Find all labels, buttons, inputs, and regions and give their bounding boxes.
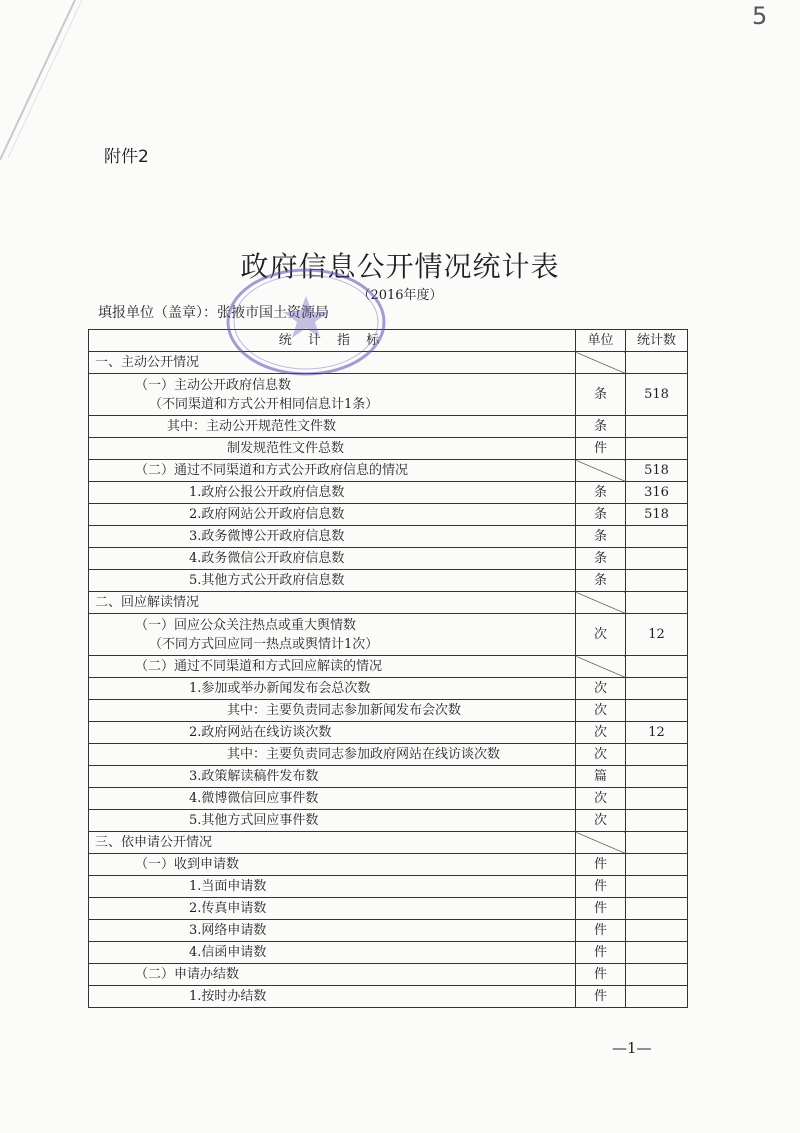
row-indicator: 1.政府公报公开政府信息数 <box>89 482 576 504</box>
row-indicator-line2: （不同方式回应同一热点或舆情计1次） <box>149 636 379 652</box>
table-row <box>89 898 688 920</box>
paper-fold-mark <box>0 0 120 200</box>
row-indicator: （二）通过不同渠道和方式回应解读的情况 <box>89 656 576 678</box>
table-row <box>89 374 688 416</box>
row-unit: 篇 <box>576 766 626 788</box>
row-unit: 件 <box>576 876 626 898</box>
row-indicator: 一、主动公开情况 <box>89 352 576 374</box>
table-row <box>89 876 688 898</box>
row-indicator: （一）收到申请数 <box>89 854 576 876</box>
row-count <box>626 416 688 438</box>
row-count <box>626 854 688 876</box>
row-count: 518 <box>626 460 688 482</box>
row-unit: 条 <box>576 504 626 526</box>
row-count <box>626 920 688 942</box>
row-unit: 次 <box>576 788 626 810</box>
table-row <box>89 964 688 986</box>
header-unit: 单位 <box>576 330 626 352</box>
table-row <box>89 700 688 722</box>
row-unit: 次 <box>576 810 626 832</box>
row-unit: 条 <box>576 482 626 504</box>
row-indicator: 2.政府网站在线访谈次数 <box>89 722 576 744</box>
table-row <box>89 986 688 1008</box>
table-row <box>89 592 688 614</box>
table-row <box>89 352 688 374</box>
row-unit: 件 <box>576 920 626 942</box>
row-indicator: 3.政策解读稿件发布数 <box>89 766 576 788</box>
row-indicator: 3.政务微博公开政府信息数 <box>89 526 576 548</box>
row-unit: 次 <box>576 614 626 656</box>
row-indicator: 5.其他方式回应事件数 <box>89 810 576 832</box>
row-count <box>626 656 688 678</box>
reporting-unit-label: 填报单位（盖章）： <box>98 305 217 321</box>
row-unit: 次 <box>576 722 626 744</box>
table-row <box>89 438 688 460</box>
row-count <box>626 788 688 810</box>
table-row <box>89 416 688 438</box>
row-indicator-line1: （一）主动公开政府信息数 <box>135 377 292 393</box>
row-unit: 件 <box>576 854 626 876</box>
row-unit: 次 <box>576 744 626 766</box>
row-unit <box>576 460 626 482</box>
row-indicator-line1: （一）回应公众关注热点或重大舆情数 <box>135 617 357 633</box>
row-count <box>626 592 688 614</box>
row-count <box>626 352 688 374</box>
row-count <box>626 898 688 920</box>
table-row <box>89 656 688 678</box>
row-unit <box>576 832 626 854</box>
row-indicator: 1.参加或举办新闻发布会总次数 <box>89 678 576 700</box>
table-row <box>89 854 688 876</box>
row-count <box>626 526 688 548</box>
row-count <box>626 700 688 722</box>
row-count: 518 <box>626 504 688 526</box>
table-row <box>89 548 688 570</box>
table-row <box>89 722 688 744</box>
row-count: 12 <box>626 722 688 744</box>
statistics-table-container <box>88 329 687 1008</box>
row-indicator: 1.按时办结数 <box>89 986 576 1008</box>
statistics-table <box>88 329 688 1008</box>
row-indicator-line2: （不同渠道和方式公开相同信息计1条） <box>149 396 379 412</box>
row-indicator: 2.传真申请数 <box>89 898 576 920</box>
reporting-unit <box>98 302 329 322</box>
row-indicator: 4.微博微信回应事件数 <box>89 788 576 810</box>
row-indicator: 4.信函申请数 <box>89 942 576 964</box>
row-indicator: 4.政务微信公开政府信息数 <box>89 548 576 570</box>
table-row <box>89 832 688 854</box>
row-unit: 次 <box>576 700 626 722</box>
table-row <box>89 614 688 656</box>
row-indicator: 三、依申请公开情况 <box>89 832 576 854</box>
row-count: 316 <box>626 482 688 504</box>
table-row <box>89 788 688 810</box>
table-row <box>89 526 688 548</box>
table-row <box>89 460 688 482</box>
header-indicator: 统 计 指 标 <box>89 330 576 352</box>
row-count <box>626 876 688 898</box>
row-indicator: 其中：主动公开规范性文件数 <box>89 416 576 438</box>
row-indicator: （二）通过不同渠道和方式公开政府信息的情况 <box>89 460 576 482</box>
row-count <box>626 810 688 832</box>
row-unit: 件 <box>576 438 626 460</box>
row-unit: 件 <box>576 986 626 1008</box>
row-indicator <box>89 614 576 656</box>
row-count: 518 <box>626 374 688 416</box>
row-count: 12 <box>626 614 688 656</box>
row-unit: 条 <box>576 570 626 592</box>
row-unit: 条 <box>576 416 626 438</box>
row-indicator: 1.当面申请数 <box>89 876 576 898</box>
reporting-unit-value: 张掖市国土资源局 <box>217 305 329 321</box>
row-indicator: 二、回应解读情况 <box>89 592 576 614</box>
row-indicator: （二）申请办结数 <box>89 964 576 986</box>
row-unit: 条 <box>576 374 626 416</box>
row-indicator: 5.其他方式公开政府信息数 <box>89 570 576 592</box>
row-unit: 条 <box>576 526 626 548</box>
table-row <box>89 678 688 700</box>
table-row <box>89 942 688 964</box>
row-unit: 次 <box>576 678 626 700</box>
row-count <box>626 744 688 766</box>
row-unit <box>576 592 626 614</box>
row-count <box>626 766 688 788</box>
table-header-row <box>89 330 688 352</box>
table-row <box>89 766 688 788</box>
row-count <box>626 832 688 854</box>
row-indicator: 制发规范性文件总数 <box>89 438 576 460</box>
page-title: 政府信息公开情况统计表 <box>240 250 560 283</box>
header-count: 统计数 <box>626 330 688 352</box>
row-indicator: 2.政府网站公开政府信息数 <box>89 504 576 526</box>
table-row <box>89 482 688 504</box>
row-unit <box>576 352 626 374</box>
table-row <box>89 920 688 942</box>
corner-mark: 5 <box>752 2 768 30</box>
attachment-label: 附件2 <box>104 147 149 167</box>
row-unit: 条 <box>576 548 626 570</box>
row-unit: 件 <box>576 898 626 920</box>
table-row <box>89 504 688 526</box>
row-count <box>626 438 688 460</box>
row-indicator <box>89 374 576 416</box>
table-row <box>89 744 688 766</box>
row-unit: 件 <box>576 942 626 964</box>
row-unit <box>576 656 626 678</box>
row-count <box>626 986 688 1008</box>
page-footer: —1— <box>612 1039 652 1057</box>
table-row <box>89 810 688 832</box>
row-indicator: 3.网络申请数 <box>89 920 576 942</box>
row-unit: 件 <box>576 964 626 986</box>
row-count <box>626 570 688 592</box>
table-row <box>89 570 688 592</box>
row-count <box>626 964 688 986</box>
row-count <box>626 548 688 570</box>
year-subtitle: （2016年度） <box>357 288 443 303</box>
row-indicator: 其中：主要负责同志参加新闻发布会次数 <box>89 700 576 722</box>
row-count <box>626 678 688 700</box>
row-count <box>626 942 688 964</box>
row-indicator: 其中：主要负责同志参加政府网站在线访谈次数 <box>89 744 576 766</box>
